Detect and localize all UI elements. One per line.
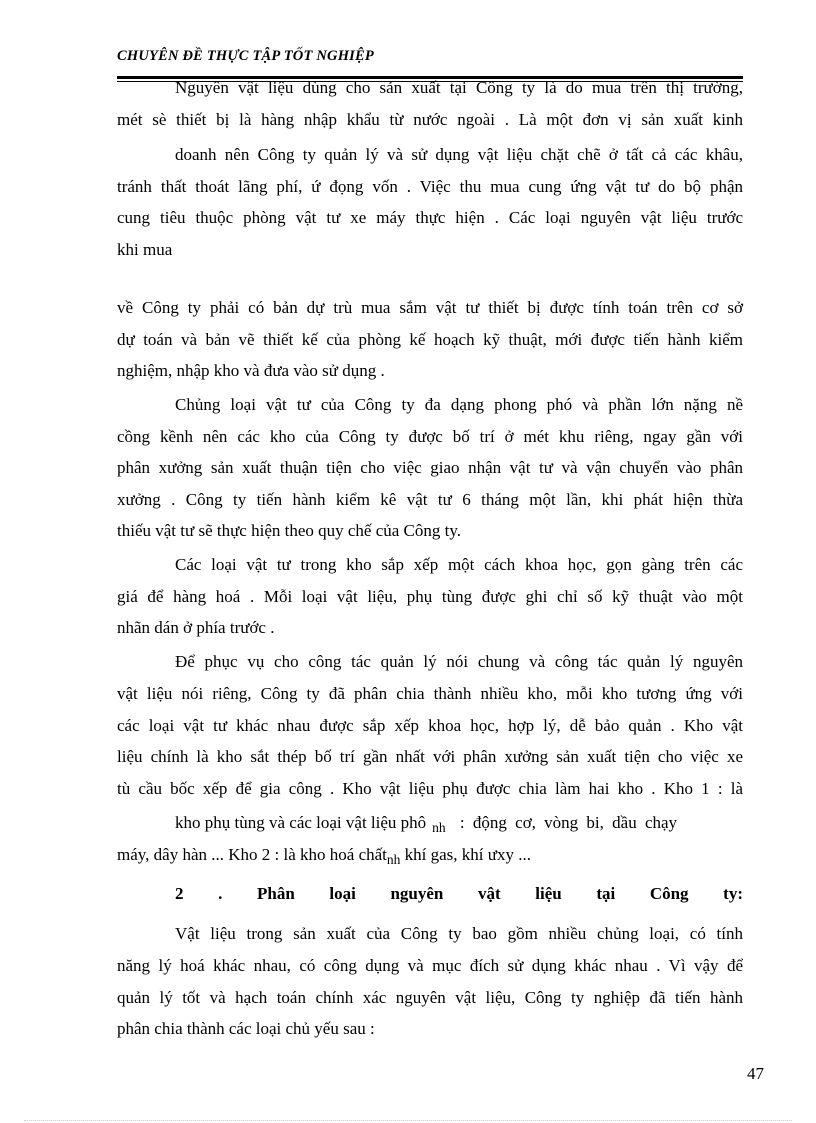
- paragraph-line: mét sè thiết bị là hàng nhập khẩu từ nước ngoài . Là một đơn vị sản xuất kinh: [117, 110, 743, 129]
- paragraph-line: phân xưởng sản xuất thuận tiện cho việc giao nhận vật tư và vận chuyển vào phân: [117, 458, 743, 477]
- paragraph-line: tránh thất thoát lãng phí, ứ đọng vốn . Việc thu mua cung ứng vật tư do bộ phận: [117, 177, 743, 196]
- page-bottom-border: [24, 1120, 792, 1121]
- page-number: 47: [747, 1064, 764, 1083]
- paragraph-line: về Công ty phải có bản dự trù mua sắm vật tư thiết bị được tính toán trên cơ sở: [117, 298, 743, 317]
- subscript-text: nh: [432, 820, 446, 835]
- paragraph-line: Các loại vật tư trong kho sắp xếp một cách khoa học, gọn gàng trên các: [175, 555, 743, 574]
- paragraph-line: [175, 813, 677, 838]
- paragraph-line: phân chia thành các loại chủ yếu sau :: [117, 1019, 375, 1038]
- line-text: kho phụ tùng và các loại vật liệu phô: [175, 813, 427, 832]
- document-header: CHUYÊN ĐỀ THỰC TẬP TỐT NGHIỆP: [117, 48, 374, 64]
- paragraph-line: [117, 845, 531, 870]
- paragraph-line: thiếu vật tư sẽ thực hiện theo quy chế của Công ty.: [117, 521, 462, 540]
- line-text: : động cơ, vòng bi, dầu chạy: [451, 813, 678, 832]
- paragraph-line: liệu chính là kho sắt thép bố trí gần nhất với phân xưởng sản xuất tiện cho việc xe: [117, 747, 743, 766]
- paragraph-line: tù cầu bốc xếp để gia công . Kho vật liệu phụ được chia làm hai kho . Kho 1 : là: [117, 779, 743, 798]
- line-text: máy, dây hàn ... Kho 2 : là kho hoá chất: [117, 845, 387, 864]
- paragraph-line: năng lý hoá khác nhau, có công dụng và mục đích sử dụng khác nhau . Vì vậy để: [117, 956, 743, 975]
- paragraph-line: xưởng . Công ty tiến hành kiểm kê vật tư 6 tháng một lần, khi phát hiện thừa: [117, 490, 743, 509]
- paragraph-line: các loại vật tư khác nhau được sắp xếp khoa học, hợp lý, dễ bảo quản . Kho vật: [117, 716, 743, 735]
- paragraph-line: giá để hàng hoá . Mỗi loại vật liệu, phụ tùng được ghi chỉ số kỹ thuật vào một: [117, 587, 743, 606]
- paragraph-line: cồng kềnh nên các kho của Công ty được bố trí ở mét khu riêng, ngay gần với: [117, 427, 743, 446]
- paragraph-line: vật liệu nói riêng, Công ty đã phân chia thành nhiều kho, mỗi kho tương ứng với: [117, 684, 743, 703]
- paragraph-line: cung tiêu thuộc phòng vật tư xe máy thực hiện . Các loại nguyên vật liệu trước: [117, 208, 743, 227]
- paragraph-line: nhãn dán ở phía trước .: [117, 618, 275, 637]
- section-heading: 2 . Phân loại nguyên vật liệu tại Công ty:: [175, 884, 743, 903]
- paragraph-line: Vật liệu trong sản xuất của Công ty bao gồm nhiều chủng loại, có tính: [175, 924, 743, 943]
- paragraph-line: Nguyên vật liệu dùng cho sản xuất tại Công ty là do mua trên thị trường,: [175, 78, 743, 97]
- paragraph-line: Để phục vụ cho công tác quản lý nói chung và công tác quản lý nguyên: [175, 652, 743, 671]
- paragraph-line: Chủng loại vật tư của Công ty đa dạng phong phó và phần lớn nặng nề: [175, 395, 743, 414]
- paragraph-line: doanh nên Công ty quản lý và sử dụng vật liệu chặt chẽ ở tất cả các khâu,: [175, 145, 743, 164]
- paragraph-line: nghiệm, nhập kho và đưa vào sử dụng .: [117, 361, 385, 380]
- paragraph-line: quản lý tốt và hạch toán chính xác nguyên vật liệu, Công ty nghiệp đã tiến hành: [117, 988, 743, 1007]
- line-text: khí gas, khí ưxy ...: [400, 845, 531, 864]
- paragraph-line: khi mua: [117, 240, 173, 259]
- paragraph-line: dự toán và bản vẽ thiết kế của phòng kế hoạch kỹ thuật, mới được tiến hành kiểm: [117, 330, 743, 349]
- subscript-text: nh: [386, 852, 401, 867]
